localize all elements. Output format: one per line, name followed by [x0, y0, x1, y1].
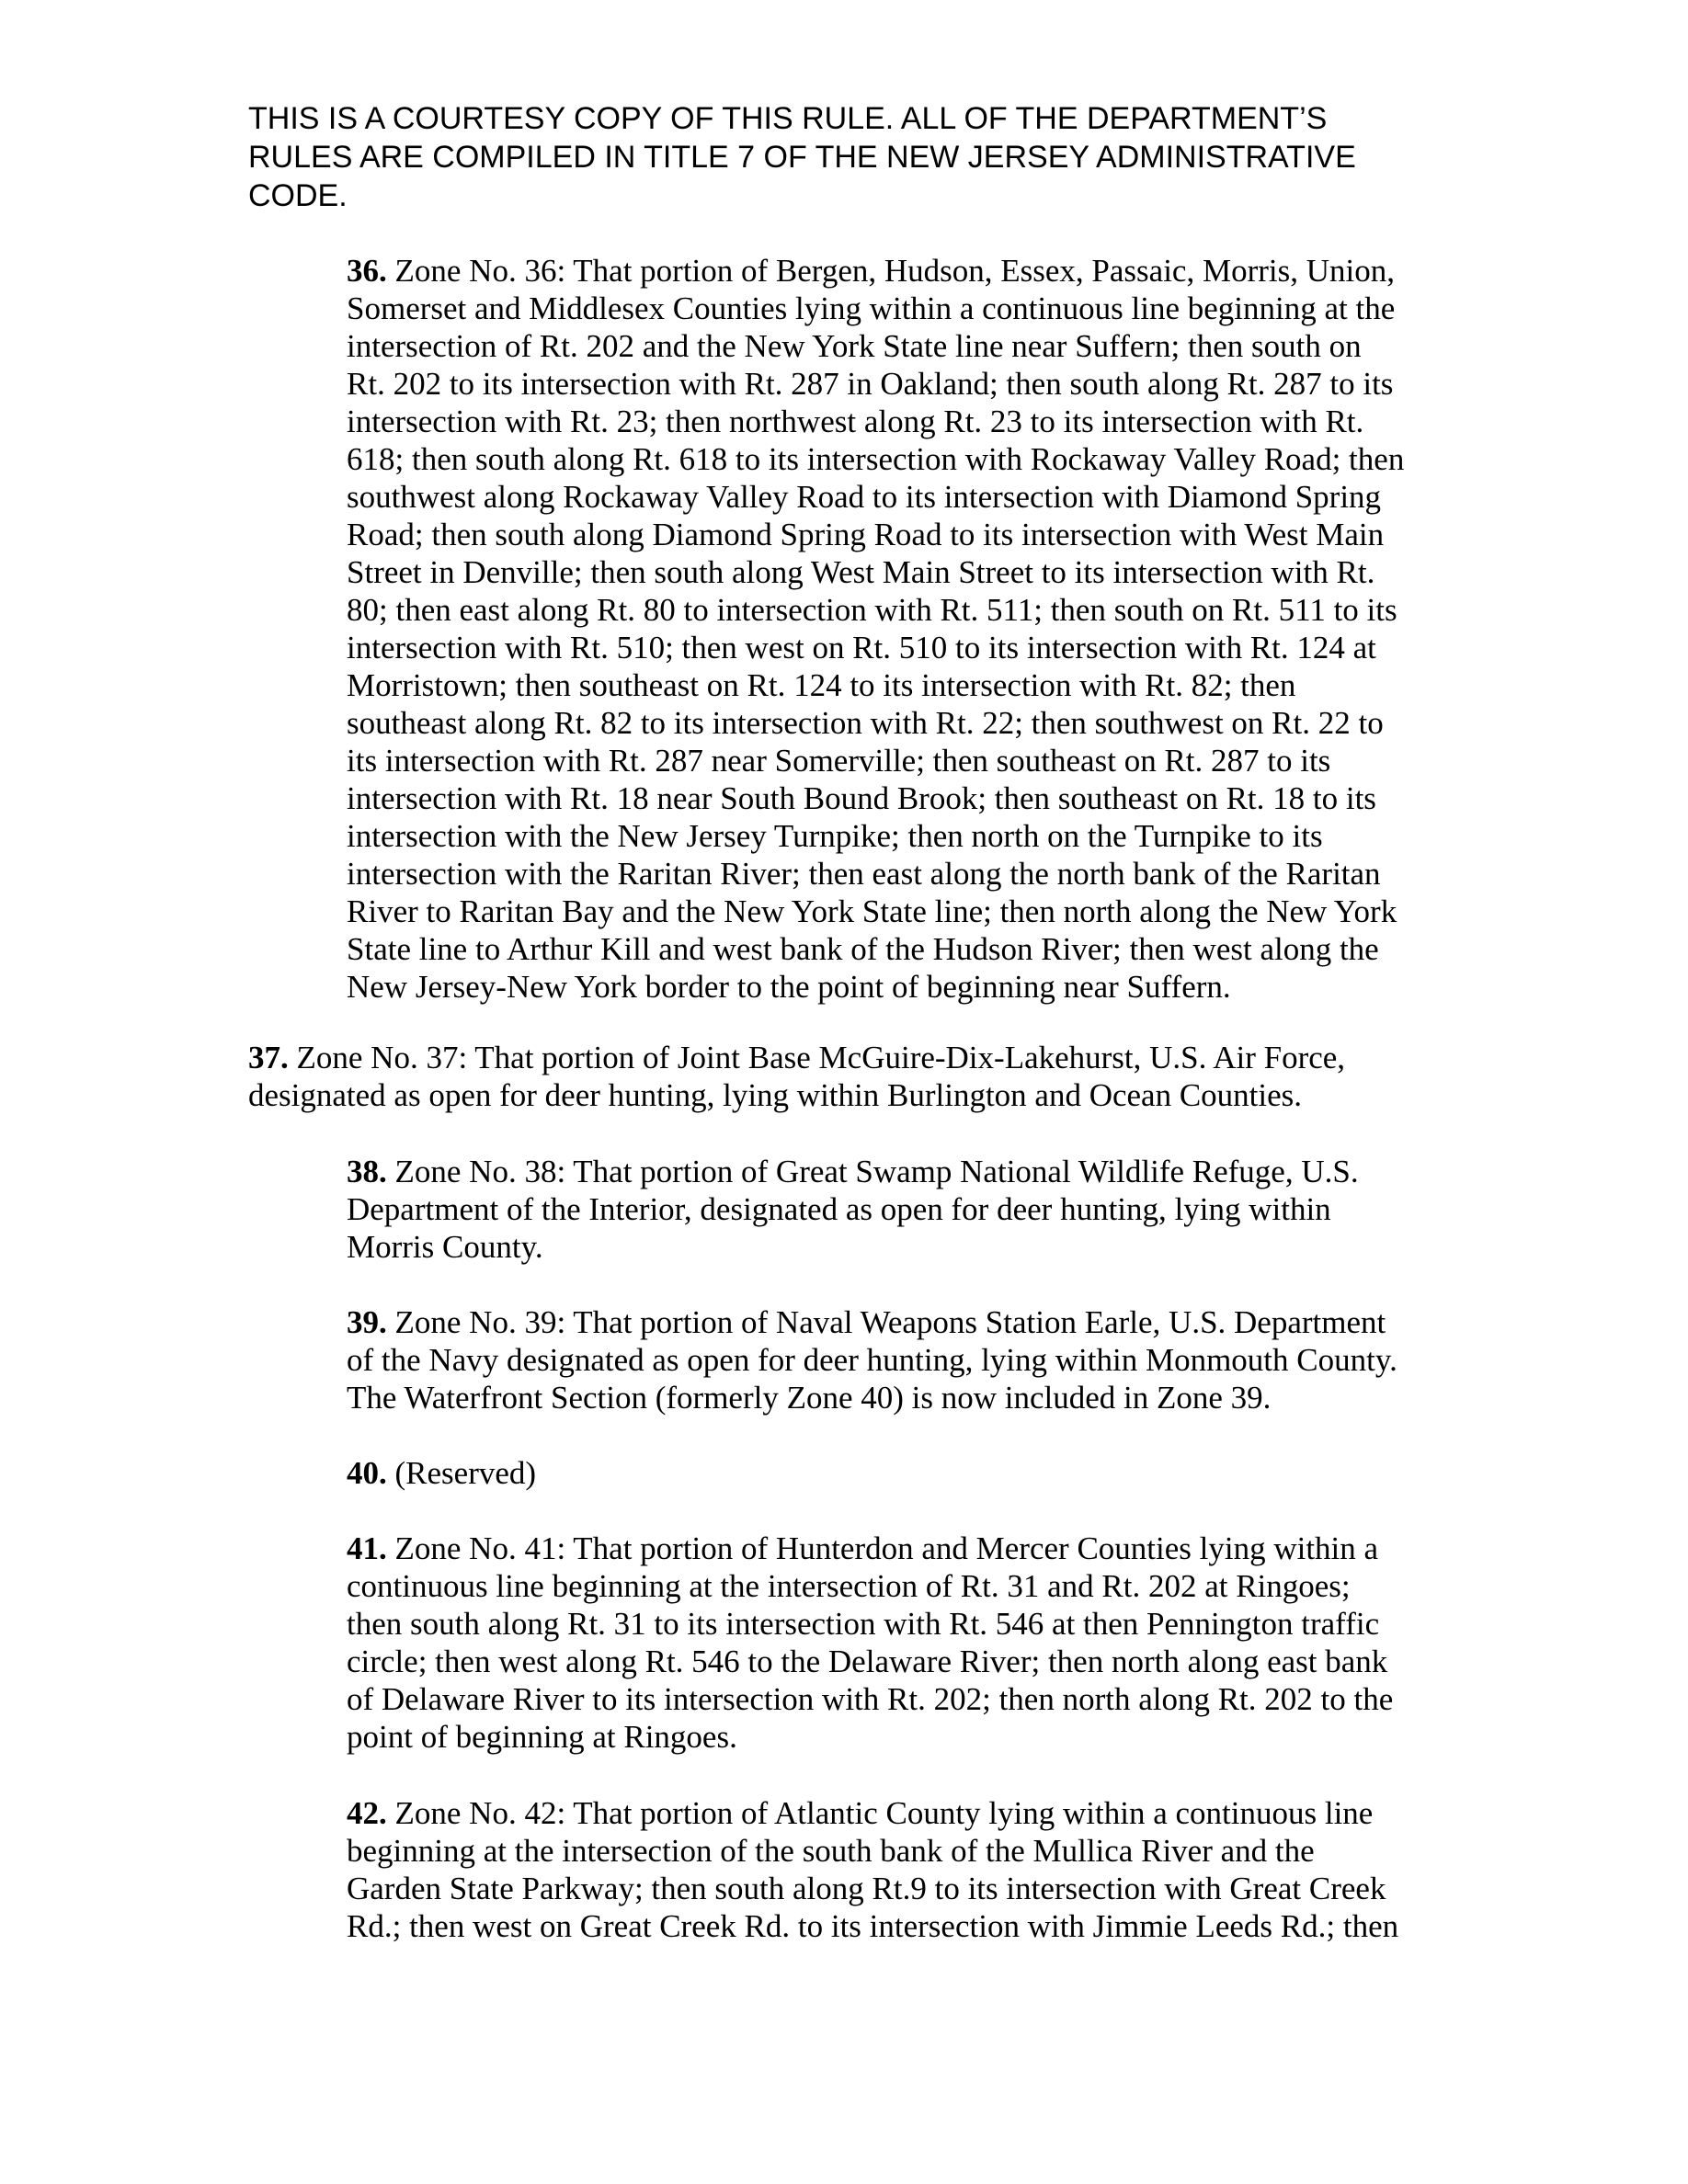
zone-42-number: 42.	[347, 1795, 387, 1831]
zone-38-text: Zone No. 38: That portion of Great Swamp National Wildlife Refuge, U.S. Department of the Interior, designated as open for deer hunting, lying within Morris County.	[347, 1154, 1359, 1265]
zone-41-paragraph	[347, 1530, 1487, 1756]
zone-36-text: Zone No. 36: That portion of Bergen, Hudson, Essex, Passaic, Morris, Union, Somerset and Middlesex Counties lying within a continuous line beginning at the intersection of Rt. 202 and the New York State line near Suffern; then south on Rt. 202 to its intersection with Rt. 287 in Oakland; then south along Rt. 287 to its intersection with Rt. 23; then northwest along Rt. 23 to its intersection with Rt. 618; then south along Rt. 618 to its intersection with Rockaway Valley Road; then southwest along Rockaway Valley Road to its intersection with Diamond Spring Road; then south along Diamond Spring Road to its intersection with West Main Street in Denville; then south along West Main Street to its intersection with Rt. 80; then east along Rt. 80 to intersection with Rt. 511; then south on Rt. 511 to its intersection with Rt. 510; then west on Rt. 510 to its intersection with Rt. 124 at Morristown; then southeast on Rt. 124 to its intersection with Rt. 82; then southeast along Rt. 82 to its intersection with Rt. 22; then southwest on Rt. 22 to its intersection with Rt. 287 near Somerville; then southeast on Rt. 287 to its intersection with Rt. 18 near South Bound Brook; then southeast on Rt. 18 to its intersection with the New Jersey Turnpike; then north on the Turnpike to its intersection with the Raritan River; then east along the north bank of the Raritan River to Raritan Bay and the New York State line; then north along the New York State line to Arthur Kill and west bank of the Hudson River; then west along the New Jersey-New York border to the point of beginning near Suffern.	[347, 253, 1405, 1005]
zone-42-paragraph	[347, 1794, 1487, 1945]
zone-39-paragraph	[347, 1303, 1487, 1416]
zone-42-text: Zone No. 42: That portion of Atlantic County lying within a continuous line beginning at the intersection of the south bank of the Mullica River and the Garden State Parkway; then south along Rt.9 to its intersection with Great Creek Rd.; then west on Great Creek Rd. to its intersection with Jimmie Leeds Rd.; then	[347, 1795, 1399, 1944]
zone-40-number: 40.	[347, 1455, 387, 1491]
zone-38-number: 38.	[347, 1154, 387, 1189]
zone-39-number: 39.	[347, 1304, 387, 1340]
zone-38-paragraph	[347, 1153, 1487, 1266]
zone-37-text: Zone No. 37: That portion of Joint Base McGuire-Dix-Lakehurst, U.S. Air Force, designated as open for deer hunting, lying within Burlington and Ocean Counties.	[248, 1040, 1346, 1113]
zone-40-paragraph	[347, 1454, 1487, 1492]
zone-37-paragraph	[248, 1039, 1462, 1114]
zone-36-paragraph	[347, 252, 1487, 1006]
courtesy-copy-notice: THIS IS A COURTESY COPY OF THIS RULE. ALL OF THE DEPARTMENT’S RULES ARE COMPILED IN TITLE 7 OF THE NEW JERSEY ADMINISTRATIVE CODE.	[248, 101, 1356, 213]
zone-40-text: (Reserved)	[386, 1455, 537, 1491]
zone-41-text: Zone No. 41: That portion of Hunterdon and Mercer Counties lying within a continuous line beginning at the intersection of Rt. 31 and Rt. 202 at Ringoes; then south along Rt. 31 to its intersection with Rt. 546 at then Pennington traffic circle; then west along Rt. 546 to the Delaware River; then north along east bank of Delaware River to its intersection with Rt. 202; then north along Rt. 202 to the point of beginning at Ringoes.	[347, 1530, 1394, 1755]
zone-39-text: Zone No. 39: That portion of Naval Weapons Station Earle, U.S. Department of the Navy designated as open for deer hunting, lying within Monmouth County. The Waterfront Section (formerly Zone 40) is now included in Zone 39.	[347, 1304, 1397, 1416]
zone-37-number: 37.	[248, 1040, 289, 1075]
zone-36-number: 36.	[347, 253, 387, 289]
zone-41-number: 41.	[347, 1530, 387, 1566]
